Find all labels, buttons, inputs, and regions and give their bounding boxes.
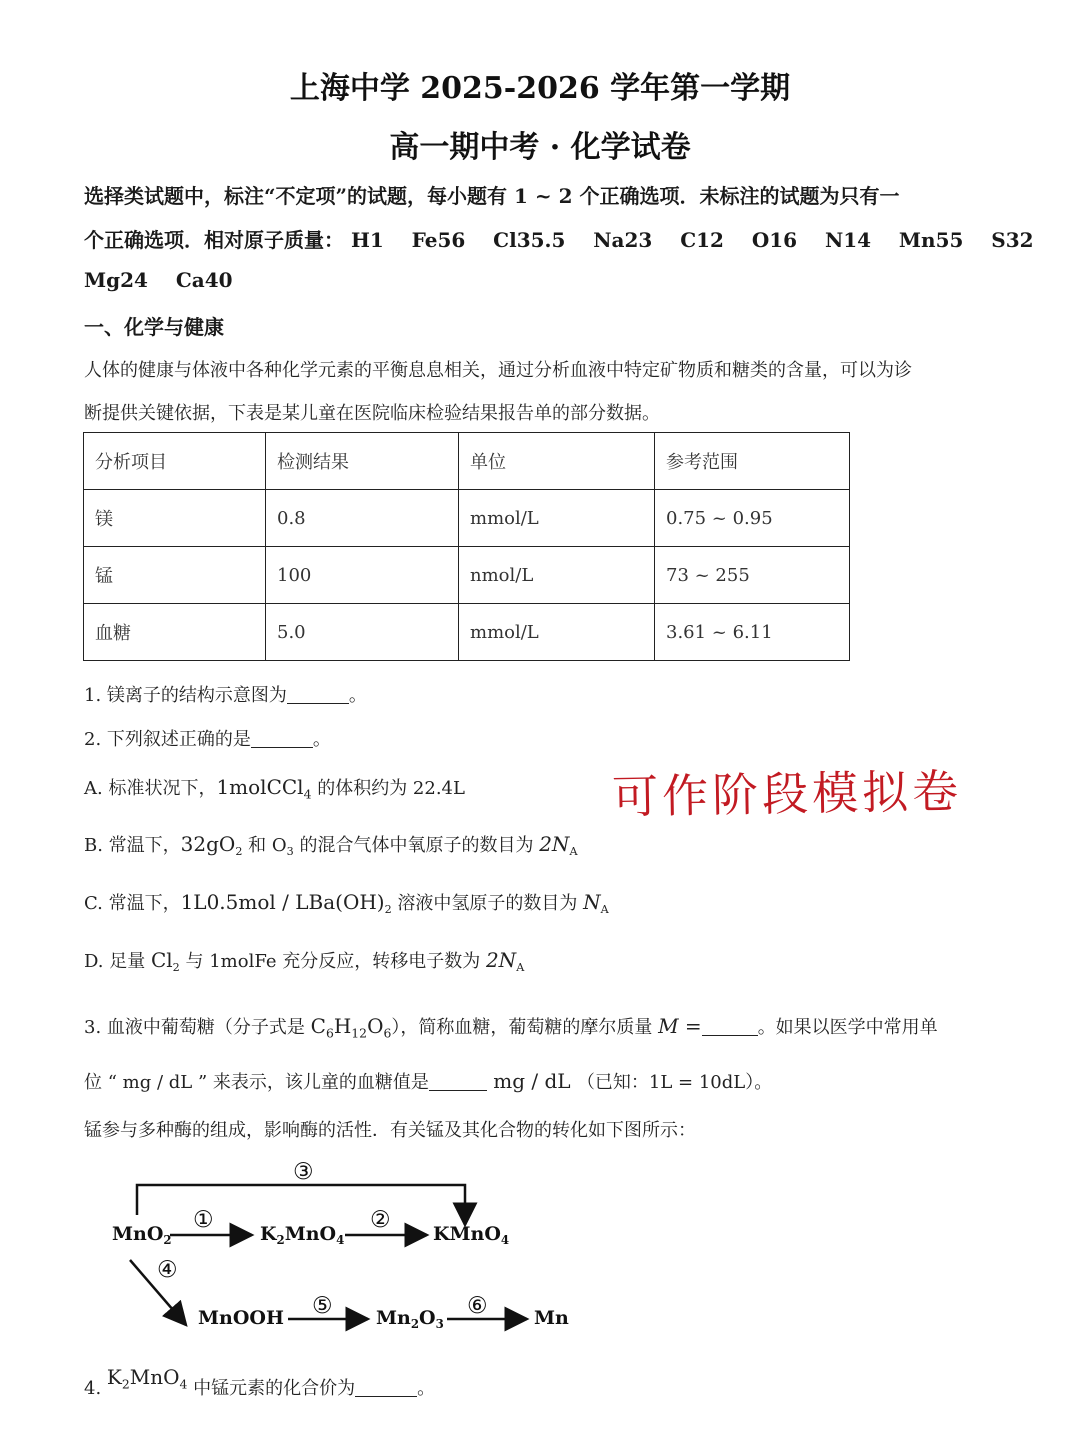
formula-text: 32gO: [180, 832, 236, 856]
subscript: 3: [435, 1317, 444, 1332]
formula-text: N: [583, 890, 601, 914]
table-header-cell: 单位: [459, 433, 655, 490]
formula-text: MnO: [284, 1223, 337, 1245]
table-cell: 73 ~ 255: [655, 547, 850, 604]
answer-blank[interactable]: [355, 1378, 417, 1397]
mass-item: Fe56: [411, 228, 466, 252]
exam-title-line2: 高一期中考 · 化学试卷: [389, 130, 691, 165]
subscript: A: [569, 844, 578, 858]
arrow-3: [137, 1185, 465, 1225]
mass-item: Ca40: [175, 268, 233, 292]
answer-blank[interactable]: [251, 729, 313, 748]
answer-blank[interactable]: [429, 1072, 487, 1091]
question-3-line2: [84, 1068, 772, 1094]
step-label-5: ⑤: [312, 1293, 333, 1319]
formula-text: Mn: [376, 1307, 411, 1329]
option-a[interactable]: [84, 774, 465, 800]
table-cell: nmol/L: [459, 547, 655, 604]
question-text: 中锰元素的化合价为: [187, 1378, 356, 1399]
mass-item: N14: [824, 228, 872, 252]
answer-blank[interactable]: [702, 1017, 758, 1036]
subscript: 2: [384, 902, 392, 916]
subscript: A: [516, 960, 525, 974]
formula-text: H: [333, 1014, 352, 1038]
question-text: （已知：1L = 10dL）。: [576, 1072, 773, 1093]
subscript: 4: [303, 786, 312, 802]
table-header-cell: 参考范围: [655, 433, 850, 490]
mass-item: H1: [350, 228, 384, 252]
answer-blank[interactable]: [287, 685, 349, 704]
question-text: 位 “ mg / dL ” 来表示，该儿童的血糖值是: [84, 1072, 429, 1093]
step-label-6: ⑥: [467, 1293, 488, 1319]
option-text: C. 常温下，: [84, 893, 181, 914]
step-label-3: ③: [293, 1159, 314, 1185]
mass-item: S32: [991, 228, 1034, 252]
subscript: 2: [172, 960, 180, 974]
table-cell: 锰: [84, 547, 266, 604]
instructions-line1: 选择类试题中，标注“不定项”的试题，每小题有 1 ~ 2 个正确选项．未标注的试题为只有一: [84, 184, 900, 208]
question-text: 4.: [84, 1378, 107, 1399]
table-cell: 0.75 ~ 0.95: [655, 490, 850, 547]
formula-text: 2N: [539, 832, 570, 856]
mass-item: Mg24: [84, 268, 148, 292]
subscript: 4: [336, 1233, 345, 1248]
subscript: 2: [410, 1317, 420, 1332]
formula-text: K: [260, 1223, 277, 1245]
compound-mn: Mn: [534, 1307, 569, 1329]
glucose-formula: [310, 1014, 392, 1041]
step-label-2: ②: [370, 1207, 391, 1233]
instructions-line2: [84, 224, 1034, 253]
question-3-line1: [84, 1013, 938, 1039]
option-text: 与 1molFe 充分反应，转移电子数为: [179, 951, 486, 972]
compound-k2mno4: [260, 1223, 345, 1248]
formula-text: Cl: [150, 948, 173, 972]
subscript: 4: [500, 1233, 510, 1248]
formula-text: O: [419, 1307, 436, 1329]
table-cell: 血糖: [84, 604, 266, 661]
question-4: [84, 1365, 436, 1400]
formula-text: 1L0.5mol / LBa(OH): [180, 890, 385, 914]
option-text: B. 常温下，: [84, 835, 181, 856]
question-text: ），简称血糖，葡萄糖的摩尔质量: [391, 1017, 659, 1038]
question-1: [84, 681, 367, 707]
mass-item: Cl35.5: [493, 228, 566, 252]
formula: [106, 1365, 188, 1392]
instructions-prefix: 个正确选项．相对原子质量：: [84, 228, 344, 252]
subscript: 2: [235, 844, 243, 858]
lab-results-table: [83, 432, 850, 661]
subscript: A: [600, 902, 609, 916]
subscript: 3: [286, 844, 294, 858]
option-b[interactable]: [84, 831, 578, 857]
option-text: 的体积约为 22.4L: [311, 778, 465, 799]
subscript: 4: [179, 1376, 188, 1392]
mass-item: Mn55: [898, 228, 964, 252]
subscript: 2: [163, 1233, 172, 1248]
step-label-1: ①: [193, 1207, 214, 1233]
table-cell: 3.61 ~ 6.11: [655, 604, 850, 661]
question-text: 1. 镁离子的结构示意图为: [84, 685, 287, 706]
table-row: [84, 547, 850, 604]
question-end: 。: [312, 729, 331, 750]
section-intro-line1: 人体的健康与体液中各种化学元素的平衡息息相关，通过分析血液中特定矿物质和糖类的含量，可以为诊: [84, 360, 912, 381]
subscript: 12: [351, 1025, 368, 1041]
table-cell: mmol/L: [459, 490, 655, 547]
formula-text: K: [106, 1365, 122, 1389]
table-cell: 镁: [84, 490, 266, 547]
option-text: 和 O: [242, 835, 287, 856]
compound-kmno4: [433, 1223, 510, 1248]
compound-mnooh: MnOOH: [198, 1307, 284, 1329]
formula-text: O: [367, 1014, 384, 1038]
table-row: [84, 604, 850, 661]
option-text: 溶液中氢原子的数目为: [391, 893, 584, 914]
step-label-4: ④: [157, 1257, 178, 1283]
table-cell: 0.8: [266, 490, 459, 547]
subscript: 2: [121, 1376, 130, 1392]
manganese-conversion-diagram: [100, 1155, 600, 1345]
instructions-line3: [84, 268, 233, 292]
table-cell: mmol/L: [459, 604, 655, 661]
formula-text: MnO: [112, 1223, 164, 1245]
formula-text: 1molCCl: [216, 775, 304, 799]
question-end: 。: [417, 1378, 436, 1399]
mass-item: C12: [680, 228, 724, 252]
handwritten-note: 可作阶段模拟卷: [611, 763, 963, 825]
subscript: 2: [276, 1233, 285, 1248]
compound-mno2: [112, 1223, 172, 1248]
option-d[interactable]: [84, 947, 524, 973]
table-cell: 5.0: [266, 604, 459, 661]
unit-text: mg / dL: [486, 1069, 577, 1093]
question-text: 3. 血液中葡萄糖（分子式是: [84, 1017, 311, 1038]
question-2: [84, 725, 331, 751]
table-header-cell: 分析项目: [84, 433, 266, 490]
section-heading: 一、化学与健康: [84, 315, 224, 339]
table-header-cell: 检测结果: [266, 433, 459, 490]
section-intro-line2: 断提供关键依据，下表是某儿童在医院临床检验结果报告单的部分数据。: [84, 403, 660, 424]
question-text: 。如果以医学中常用单: [757, 1017, 938, 1038]
table-cell: 100: [266, 547, 459, 604]
subscript: 6: [383, 1025, 392, 1041]
option-text: 的混合气体中氧原子的数目为: [293, 835, 540, 856]
mass-item: O16: [751, 228, 798, 252]
formula: [216, 775, 312, 802]
formula-text: M =: [658, 1014, 702, 1038]
compound-mn2o3: [376, 1307, 444, 1332]
question-text: 2. 下列叙述正确的是: [84, 729, 251, 750]
exam-title-line1: 上海中学 2025-2026 学年第一学期: [289, 71, 791, 106]
formula-text: C: [310, 1014, 326, 1038]
subscript: 6: [325, 1025, 334, 1041]
option-text: D. 足量: [84, 951, 151, 972]
mass-item: Na23: [593, 228, 653, 252]
option-c[interactable]: [84, 889, 609, 915]
formula-text: 2N: [485, 948, 517, 972]
option-text: A. 标准状况下，: [84, 778, 217, 799]
formula-text: KMnO: [433, 1223, 501, 1245]
formula-text: MnO: [129, 1365, 180, 1389]
table-row: [84, 490, 850, 547]
table-header-row: [84, 433, 850, 490]
question-end: 。: [348, 685, 367, 706]
diagram-arrows: [100, 1155, 600, 1345]
manganese-intro: 锰参与多种酶的组成，影响酶的活性．有关锰及其化合物的转化如下图所示：: [84, 1120, 696, 1141]
